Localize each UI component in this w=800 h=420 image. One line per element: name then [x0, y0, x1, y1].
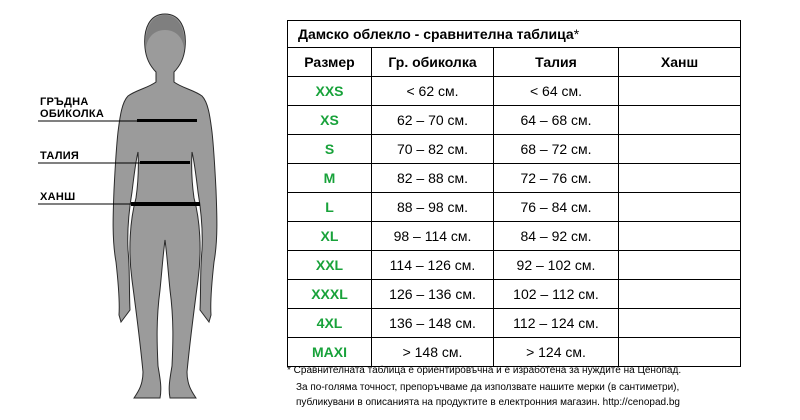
waist-cell: 64 – 68 см. [494, 106, 619, 135]
table-row [288, 338, 741, 367]
hips-cell [619, 280, 741, 309]
size-cell: L [288, 193, 372, 222]
table-row [288, 106, 741, 135]
hips-cell [619, 193, 741, 222]
bust-cell: 82 – 88 см. [372, 164, 494, 193]
hips-cell [619, 164, 741, 193]
hips-cell [619, 251, 741, 280]
hips-cell [619, 106, 741, 135]
waist-cell: < 64 см. [494, 77, 619, 106]
size-rows [288, 77, 741, 367]
hips-cell [619, 135, 741, 164]
bust-cell: 70 – 82 см. [372, 135, 494, 164]
table-title-asterisk: * [573, 26, 580, 42]
bust-cell: < 62 см. [372, 77, 494, 106]
size-cell: XXS [288, 77, 372, 106]
header-waist: Талия [494, 48, 619, 77]
bust-measure-band [137, 119, 197, 122]
size-cell: MAXI [288, 338, 372, 367]
waist-label: ТАЛИЯ [40, 150, 80, 162]
waist-cell: 112 – 124 см. [494, 309, 619, 338]
waist-cell: 102 – 112 см. [494, 280, 619, 309]
waist-cell: 84 – 92 см. [494, 222, 619, 251]
waist-cell: 72 – 76 см. [494, 164, 619, 193]
size-cell: XXL [288, 251, 372, 280]
table-title [288, 21, 741, 48]
header-size: Размер [288, 48, 372, 77]
table-row [288, 193, 741, 222]
header-hips: Ханш [619, 48, 741, 77]
footnote-line-2: За по-голяма точност, препоръчваме да използвате нашите мерки (в сантиметри), [296, 382, 680, 393]
footnote-line-3: публикувани в описанията на продуктите в електронния магазин. http://cenopad.bg [296, 397, 680, 408]
hips-cell [619, 338, 741, 367]
bust-cell: 88 – 98 см. [372, 193, 494, 222]
waist-cell: > 124 см. [494, 338, 619, 367]
size-cell: XS [288, 106, 372, 135]
hips-cell [619, 309, 741, 338]
size-cell: S [288, 135, 372, 164]
bust-cell: 62 – 70 см. [372, 106, 494, 135]
bust-label [40, 96, 104, 120]
table-row [288, 222, 741, 251]
waist-measure-band [140, 161, 190, 164]
bust-label-line1: ГРЪДНА [40, 96, 89, 108]
title-row [288, 21, 741, 48]
hips-cell [619, 77, 741, 106]
waist-cell: 92 – 102 см. [494, 251, 619, 280]
footnote-line-1: * Сравнителната таблица е ориентировъчна и е изработена за нуждите на Ценопад. [287, 365, 682, 376]
size-cell: XL [288, 222, 372, 251]
waist-cell: 68 – 72 см. [494, 135, 619, 164]
size-chart [287, 20, 741, 367]
waist-cell: 76 – 84 см. [494, 193, 619, 222]
bust-cell: 136 – 148 см. [372, 309, 494, 338]
female-silhouette-illustration [0, 0, 270, 420]
table-row [288, 77, 741, 106]
hips-cell [619, 222, 741, 251]
bust-label-line2: ОБИКОЛКА [40, 108, 105, 120]
table-row [288, 309, 741, 338]
hips-label: ХАНШ [40, 191, 76, 203]
table-row [288, 280, 741, 309]
hips-measure-band [131, 202, 200, 206]
table-row [288, 135, 741, 164]
size-cell: 4XL [288, 309, 372, 338]
table-title-text: Дамско облекло - сравнителна таблица [298, 26, 574, 42]
size-cell: M [288, 164, 372, 193]
size-cell: XXXL [288, 280, 372, 309]
bust-cell: 98 – 114 см. [372, 222, 494, 251]
header-bust: Гр. обиколка [372, 48, 494, 77]
header-row [288, 48, 741, 77]
bust-cell: 126 – 136 см. [372, 280, 494, 309]
size-comparison-table [287, 20, 741, 367]
bust-cell: > 148 см. [372, 338, 494, 367]
bust-cell: 114 – 126 см. [372, 251, 494, 280]
body-figure-panel [0, 0, 270, 420]
table-row [288, 164, 741, 193]
table-row [288, 251, 741, 280]
